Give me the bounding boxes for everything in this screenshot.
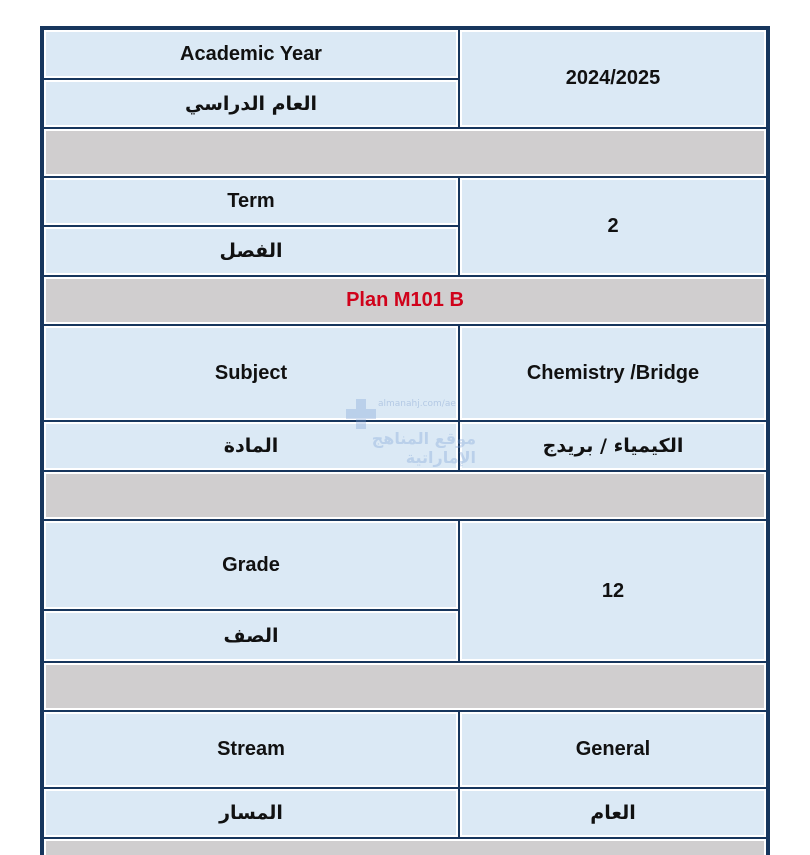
academic-year-value: 2024/2025 xyxy=(460,30,766,127)
info-table xyxy=(40,26,770,855)
grade-label-en: Grade xyxy=(44,521,458,609)
stream-label-en: Stream xyxy=(44,712,458,787)
academic-year-label-ar: العام الدراسي xyxy=(44,80,458,127)
separator-row xyxy=(44,839,766,855)
term-label-en: Term xyxy=(44,178,458,225)
grade-value: 12 xyxy=(460,521,766,661)
subject-value-en: Chemistry /Bridge xyxy=(460,326,766,420)
stream-value-en: General xyxy=(460,712,766,787)
subject-value-ar: الكيمياء / بريدج xyxy=(460,422,766,470)
academic-year-label-en: Academic Year xyxy=(44,30,458,78)
separator-row xyxy=(44,472,766,519)
term-value: 2 xyxy=(460,178,766,275)
stream-label-ar: المسار xyxy=(44,789,458,837)
term-label-ar: الفصل xyxy=(44,227,458,275)
separator-row xyxy=(44,663,766,710)
subject-label-ar: المادة xyxy=(44,422,458,470)
grade-label-ar: الصف xyxy=(44,611,458,661)
plan-title: Plan M101 B xyxy=(44,277,766,324)
watermark-url: almanahj.com/ae xyxy=(378,399,456,409)
watermark-text: موقع المناهج الإماراتية xyxy=(371,429,476,467)
stream-value-ar: العام xyxy=(460,789,766,837)
subject-label-en: Subject xyxy=(44,326,458,420)
separator-row xyxy=(44,129,766,176)
